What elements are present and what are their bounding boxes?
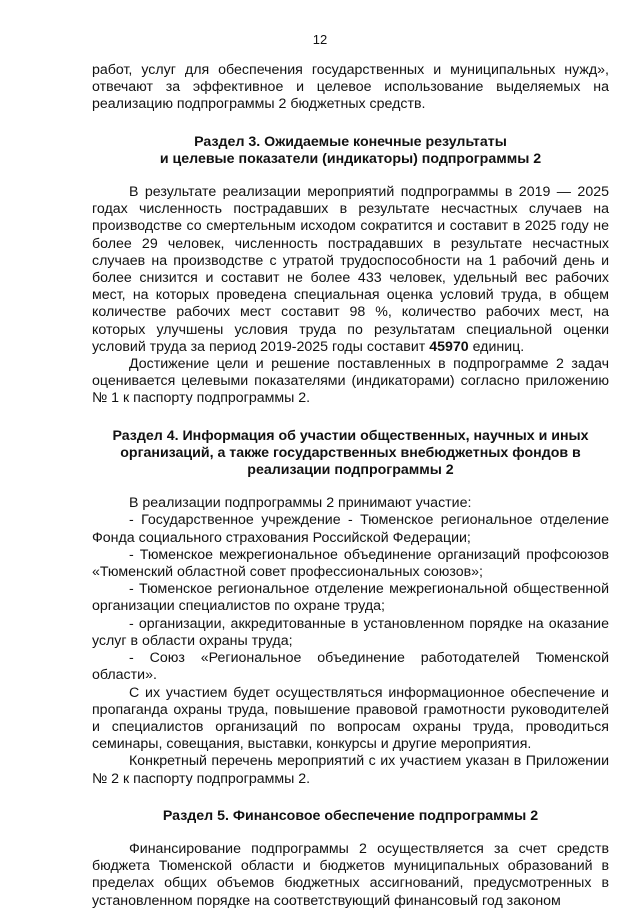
- participant-item: - Союз «Региональное объединение работодателей Тюменской области».: [92, 650, 609, 684]
- page-number: 12: [312, 32, 328, 47]
- section5-title: Раздел 5. Финансовое обеспечение подпрограммы 2: [162, 807, 539, 824]
- section3-title-line2: и целевые показатели (индикаторы) подпрограммы 2: [159, 150, 542, 167]
- section4-title-line2: организаций, а также государственных внебюджетных фондов в: [120, 444, 581, 461]
- section3-paragraph-1: [92, 184, 609, 356]
- participant-item: - Тюменское межрегиональное объединение организаций профсоюзов «Тюменский областной совет профессиональных союзов»;: [92, 546, 609, 581]
- section4-lead: В реализации подпрограммы 2 принимают участие:: [129, 495, 472, 512]
- participant-item: - Тюменское региональное отделение межрегиональной общественной организации специалистов по охране труда;: [92, 581, 609, 615]
- section3-paragraph-2: Достижение цели и решение поставленных в подпрограмме 2 задач оценивается целевыми показателями (индикаторами) согласно приложению № 1 к паспорту подпрограммы 2.: [92, 356, 609, 407]
- page-content: [92, 62, 609, 910]
- section4-title-line3: реализации подпрограммы 2: [247, 462, 454, 479]
- section3-p1-end: единиц.: [468, 338, 525, 355]
- section4-title-line1: Раздел 4. Информация об участии общественных, научных и иных: [112, 427, 589, 444]
- participant-item: - Государственное учреждение - Тюменское региональное отделение Фонда социального страхования Российской Федерации;: [92, 512, 609, 546]
- section3-p1-bold-number: 45970: [429, 338, 469, 355]
- section5-paragraph-1: Финансирование подпрограммы 2 осуществляется за счет средств бюджета Тюменской области и бюджетов муниципальных образований в пределах общих объемов бюджетных ассигнований, предусмотренных в установленном порядке на соответствующий финансовый год законом: [92, 840, 609, 909]
- section3-title-line1: Раздел 3. Ожидаемые конечные результаты: [194, 133, 507, 150]
- section3-p1-text: В результате реализации мероприятий подпрограммы в 2019 — 2025 годах численность пострадавших в результате несчастных случаев на производстве со смертельным исходом сократится и составит в 2025 году не более 29 человек, численность пострадавших в результате несчастных случаев на производстве с утратой трудоспособности на 1 рабочий день и более снизится и составит не более 433 человек, удельный вес рабочих мест, на которых проведена специальная оценка условий труда, в общем количестве рабочих мест составит 98 %, количество рабочих мест, на которых улучшены условия труда по результатам специальной оценки условий труда за период 2019-2025 годы составит: [92, 184, 609, 355]
- section4-list-paragraph: Конкретный перечень мероприятий с их участием указан в Приложении № 2 к паспорту подпрограммы 2.: [92, 753, 609, 787]
- section4-info-paragraph: С их участием будет осуществляться информационное обеспечение и пропаганда охраны труда, повышение правовой грамотности руководителей и специалистов организаций по вопросам охраны труда, проводиться семинары, совещания, выставки, конкурсы и другие мероприятия.: [92, 684, 609, 753]
- participant-item: - организации, аккредитованные в установленном порядке на оказание услуг в области охраны труда;: [92, 615, 609, 649]
- intro-paragraph: работ, услуг для обеспечения государственных и муниципальных нужд», отвечают за эффективное и целевое использование выделяемых на реализацию подпрограммы 2 бюджетных средств.: [92, 62, 609, 113]
